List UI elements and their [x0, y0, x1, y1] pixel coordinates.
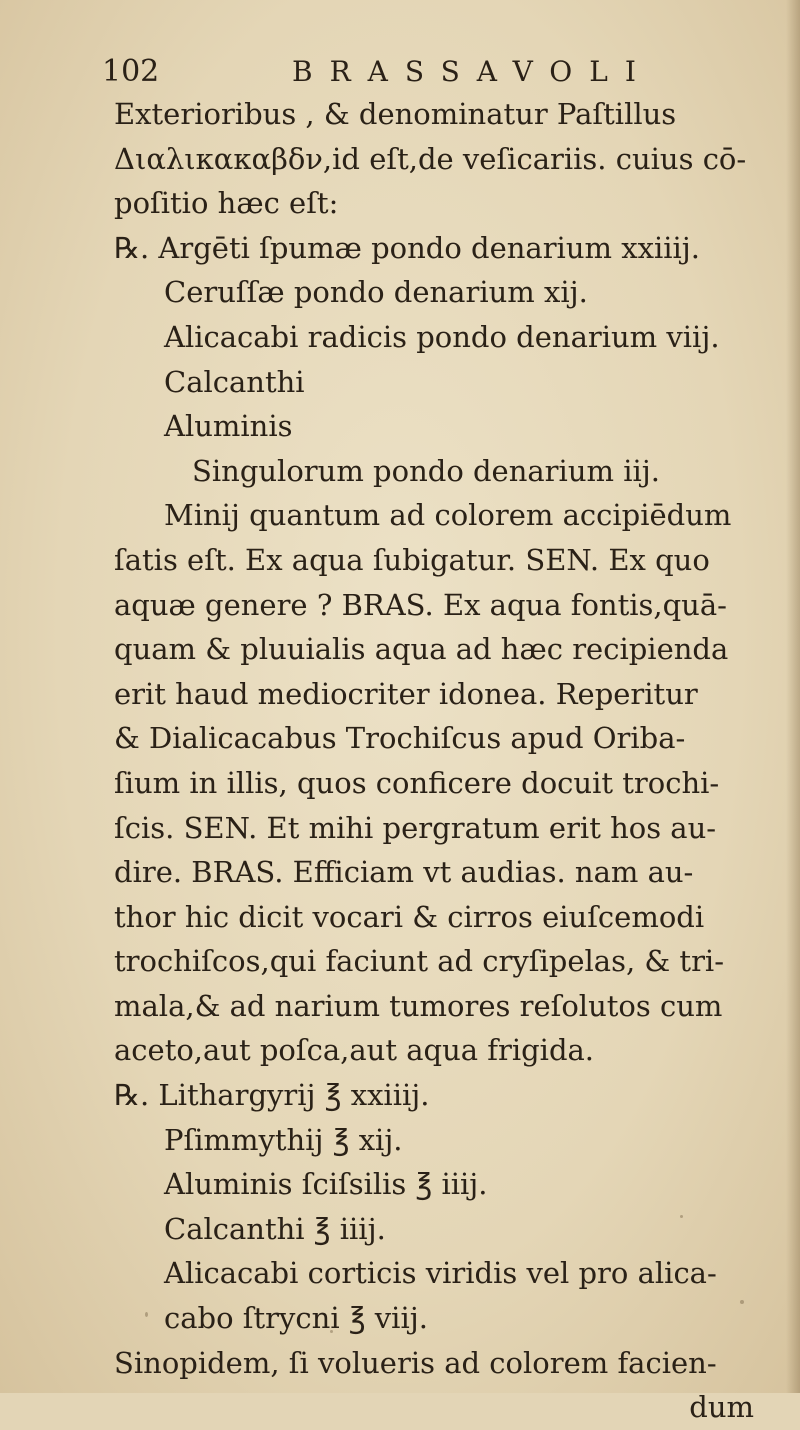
paper-speck [145, 1312, 148, 1317]
text-line: aceto,aut poſca,aut aqua frigida. [114, 1033, 595, 1068]
text-line: erit haud mediocriter idonea. Reperitur [114, 676, 698, 711]
recipe-line: ℞. Argēti ſpumæ pondo denarium xxiiij. [114, 230, 700, 265]
text-line: Διαλικακαβδν,id eſt,de veſicariis. cuius cō- [114, 141, 747, 176]
text-line: Minij quantum ad colorem accipiēdum [164, 498, 732, 533]
page-header [102, 52, 702, 92]
recipe-line: cabo ſtrycni ℥ viij. [164, 1301, 428, 1336]
text-line: mala,& ad narium tumores reſolutos cum [114, 988, 723, 1023]
paper-speck [740, 1300, 744, 1304]
catchword: dum [689, 1390, 754, 1425]
recipe-line: Ceruſſæ pondo denarium xij. [164, 275, 588, 310]
recipe-line: Aluminis [164, 409, 293, 444]
recipe-line: Singulorum pondo denarium iij. [192, 453, 660, 488]
text-line: ſcis. SEN. Et mihi pergratum erit hos au- [114, 810, 717, 845]
text-line: thor hic dicit vocari & cirros eiuſcemodi [114, 899, 705, 934]
page-number: 102 [102, 54, 160, 89]
recipe-line: Aluminis ſciſsilis ℥ iiij. [164, 1167, 488, 1202]
paper-speck [330, 1330, 333, 1333]
text-line: ſium in illis, quos conficere docuit trochi- [114, 765, 720, 800]
text-line: Exterioribus , & denominatur Paſtillus [114, 97, 677, 131]
text-line: ſatis eſt. Ex aqua ſubigatur. SEN. Ex quo [114, 542, 710, 577]
recipe-line: Calcanthi ℥ iiij. [164, 1211, 386, 1246]
paper-speck [680, 1215, 683, 1218]
text-line: aquæ genere ? BRAS. Ex aqua fontis,quā- [114, 587, 727, 622]
recipe-line: ℞. Lithargyrij ℥ xxiiij. [114, 1078, 430, 1113]
text-line: & Dialicacabus Trochiſcus apud Oriba- [114, 721, 686, 756]
text-line: quam & pluuialis aqua ad hæc recipienda [114, 632, 729, 667]
recipe-line: Alicacabi corticis viridis vel pro alica- [164, 1256, 717, 1291]
text-line: trochiſcos,qui faciunt ad cryſipelas, & tri- [114, 944, 725, 979]
body-text [114, 92, 774, 1430]
running-head: BRASSAVOLI [292, 55, 653, 88]
recipe-line: Sinopidem, ſi volueris ad colorem facien- [114, 1345, 717, 1380]
recipe-line: Pſimmythij ℥ xij. [164, 1122, 403, 1157]
page-edge-shadow [786, 0, 800, 1393]
text-line: poſitio hæc eſt: [114, 186, 339, 221]
recipe-line: Alicacabi radicis pondo denarium viij. [164, 319, 720, 354]
text-line: dire. BRAS. Efficiam vt audias. nam au- [114, 855, 694, 890]
recipe-line: Calcanthi [164, 364, 305, 399]
